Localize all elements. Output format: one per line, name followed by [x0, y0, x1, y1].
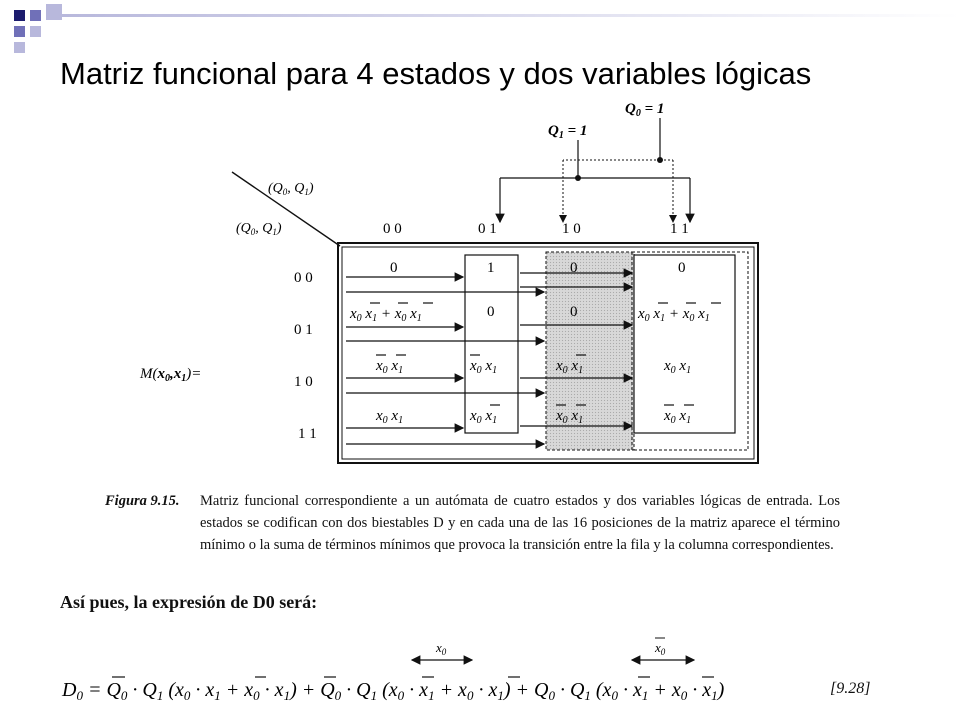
column-box-01 [465, 255, 518, 433]
row-code: 1 1 [298, 426, 317, 442]
cell-r1-c0 [349, 303, 433, 324]
column-code: 1 0 [562, 221, 581, 237]
svg-text:x0 x1 + x0 x1: $x_0$ $x_1 + x_0$ $x_1$ [638, 306, 710, 324]
column-box-11 [634, 255, 735, 433]
caption-text: Matriz funcional correspondiente a un autómata de cuatro estados y dos variables lógicas de entrada. Los estados se codifican con dos biestables D y en cada una de las 16 posiciones de la matriz aparece el término mínimo o la suma de términos mínimos que provoca la transición entre la fila y la columna correspondientes. [200, 493, 840, 553]
cell-r1-c1: 0 [487, 304, 495, 320]
svg-text:x0 x1: $x_0$ $x_1$ [664, 408, 692, 426]
cell-r2-c0 [375, 355, 406, 376]
row-code: 1 0 [294, 374, 313, 390]
cell-r3-c0 [375, 408, 403, 426]
figure-caption [105, 490, 840, 556]
svg-text:x0 x1: $x_0$ $x_1$ [376, 408, 404, 426]
cell-r0-c0: 0 [390, 260, 398, 276]
matrix-label: $M(x_0,x_1)=$ [140, 366, 202, 384]
slide-title: Matriz funcional para 4 estados y dos variables lógicas [60, 56, 812, 91]
svg-text:x0 x1: $x_0$ $x_1$ [556, 408, 584, 426]
brace-right-label: $x_0$ [655, 640, 666, 657]
intro-text: Así pues, la expresión de D0 será: [60, 592, 318, 612]
q0-label: $Q_0 = 1$ [625, 101, 665, 119]
svg-text:x0 x1: $x_0$ $x_1$ [556, 358, 584, 376]
corner-label-bottom: ($Q_0$, $Q_1$) [236, 221, 282, 237]
svg-text:x0 x1: $x_0$ $x_1$ [470, 358, 498, 376]
column-code: 0 0 [383, 221, 402, 237]
cell-r0-c3: 0 [678, 260, 686, 276]
brace-left-label: $x_0$ [436, 640, 447, 657]
equation-number: [9.28] [830, 680, 871, 697]
row-code: 0 1 [294, 322, 313, 338]
corner-label-top: ($Q_0$, $Q_1$) [268, 181, 314, 197]
figure-label: Figura 9.15. [105, 493, 180, 509]
q1-label: $Q_1 = 1$ [548, 123, 588, 141]
svg-text:x0 x1: $x_0$ $x_1$ [470, 408, 498, 426]
cell-r0-c2: 0 [570, 260, 578, 276]
cell-r1-c2: 0 [570, 304, 578, 320]
svg-text:x0 x1 + x0 x1: $x_0$ $x_1 + x_0$ $x_1$ [350, 306, 422, 324]
column-code: 1 1 [670, 221, 689, 237]
d0-equation [0, 630, 960, 720]
column-code: 0 1 [478, 221, 497, 237]
cell-r0-c1: 1 [487, 260, 495, 276]
row-code: 0 0 [294, 270, 313, 286]
svg-text:D0 = Q0 · Q1 (x0 · x1 + x0 · x: $D_0 = Q_0 \cdot Q_1$ $(x_0 \cdot x_1 + x_0 \cdot x_1) + Q_0 \cdot Q_1$ $(x_0 \cdot x_1 + x_0 \cdot x_1) + Q_0 \cdot Q_1$ $(x_0 \cdot x_1 + x_0 \cdot x_1)$ [62, 679, 725, 703]
svg-text:x0 x1: $x_0$ $x_1$ [376, 358, 404, 376]
svg-text:x0 x1: $x_0$ $x_1$ [664, 358, 692, 376]
